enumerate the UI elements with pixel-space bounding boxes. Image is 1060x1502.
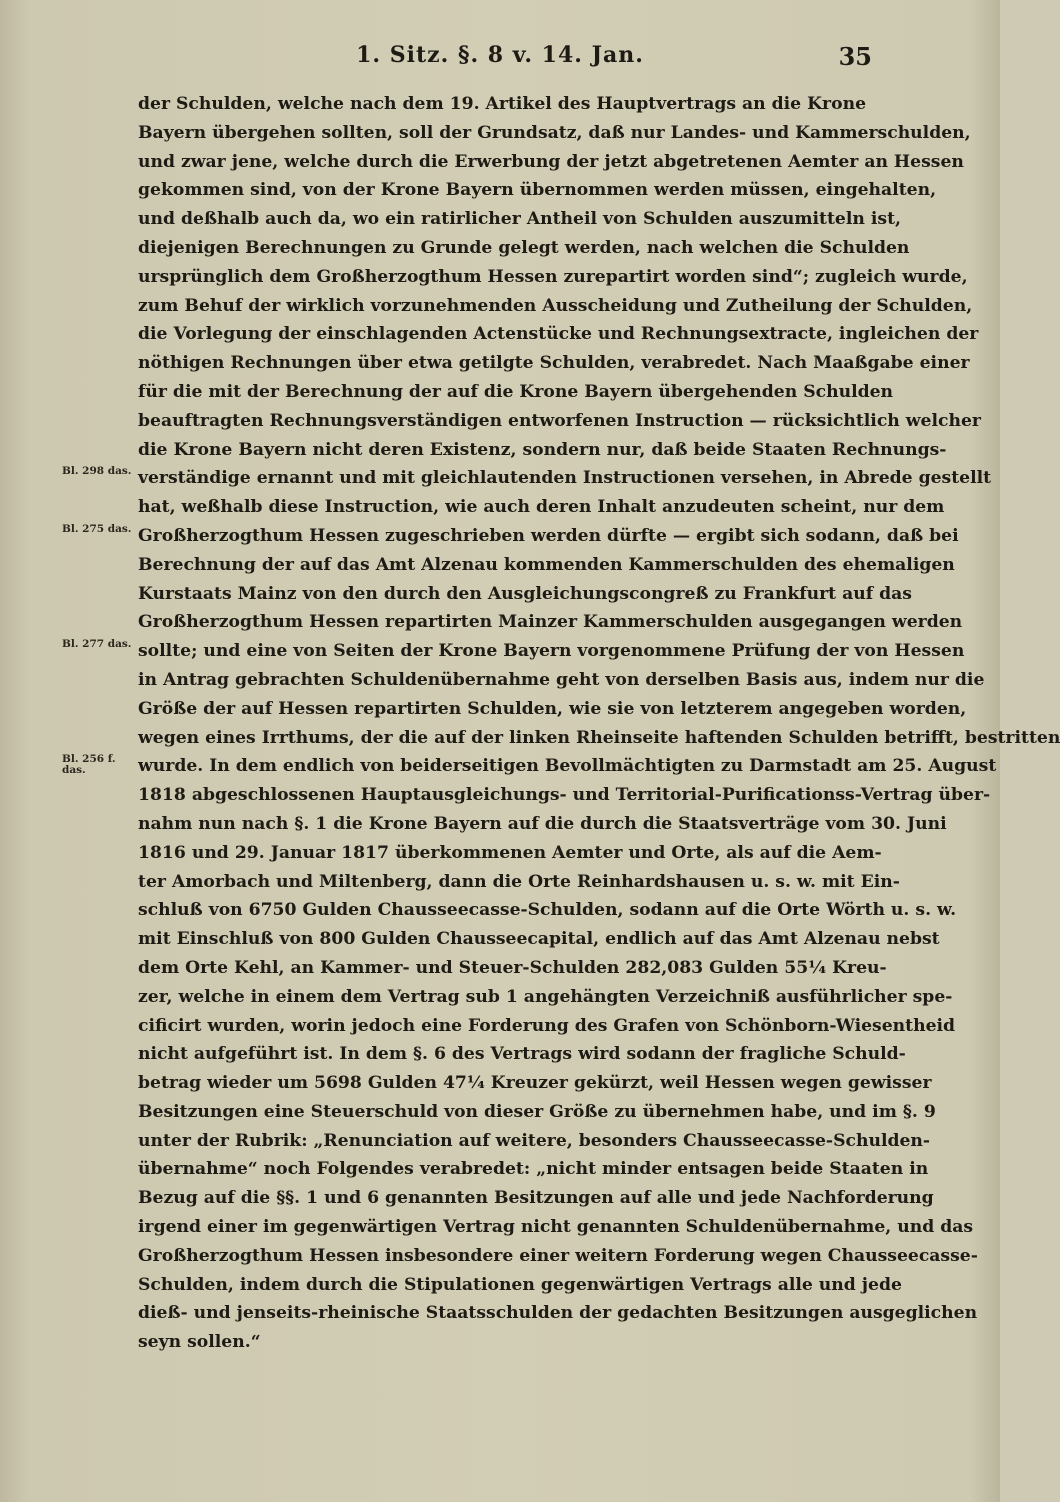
text-line: dieß- und jenseits-rheinische Staatsschulden der gedachten Besitzungen ausgeglichen — [138, 1303, 978, 1324]
text-line: Bayern übergehen sollten, soll der Grundsatz, daß nur Landes- und Kammerschulden, — [138, 122, 971, 143]
text-line: Besitzungen eine Steuerschuld von dieser Größe zu übernehmen habe, und im §. 9 — [138, 1101, 936, 1122]
text-line: seyn sollen.“ — [138, 1332, 261, 1353]
margin-note: Bl. 277 das. — [62, 638, 132, 651]
text-line: Größe der auf Hessen repartirten Schulden, wie sie von letzterem angegeben worden, — [138, 698, 967, 719]
header-title: 1. Sitz. §. 8 v. 14. Jan. — [356, 42, 644, 68]
page-number: 35 — [838, 42, 872, 71]
text-line: gekommen sind, von der Krone Bayern übernommen werden müssen, eingehalten, — [138, 180, 937, 201]
margin-note: Bl. 256 f. das. — [62, 753, 116, 777]
text-line: der Schulden, welche nach dem 19. Artikel des Hauptvertrags an die Krone — [138, 94, 866, 114]
text-line: für die mit der Berechnung der auf die Krone Bayern übergehenden Schulden — [138, 381, 894, 402]
text-line: betrag wieder um 5698 Gulden 47¼ Kreuzer gekürzt, weil Hessen wegen gewisser — [138, 1073, 932, 1094]
text-line: verständige ernannt und mit gleichlautenden Instructionen versehen, in Abrede gestellt — [138, 468, 992, 489]
text-line: diejenigen Berechnungen zu Grunde gelegt werden, nach welchen die Schulden — [138, 237, 910, 258]
text-line: zum Behuf der wirklich vorzunehmenden Ausscheidung und Zutheilung der Schulden, — [138, 295, 973, 316]
text-line: und deßhalb auch da, wo ein ratirlicher Antheil von Schulden auszumitteln ist, — [138, 209, 902, 230]
text-line: ter Amorbach und Miltenberg, dann die Orte Reinhardshausen u. s. w. mit Ein- — [138, 871, 900, 892]
text-line: Großherzogthum Hessen repartirten Mainzer Kammerschulden ausgegangen werden — [138, 612, 963, 633]
text-line: cificirt wurden, worin jedoch eine Forderung des Grafen von Schönborn-Wiesentheid — [138, 1015, 956, 1036]
text-line: wegen eines Irrthums, der die auf der linken Rheinseite haftenden Schulden betrifft, bestritten — [138, 727, 1060, 748]
margin-note: Bl. 275 das. — [62, 523, 132, 535]
text-line: ursprünglich dem Großherzogthum Hessen zurepartirt worden sind“; zugleich wurde, — [138, 266, 968, 287]
margin-note: Bl. 298 das. — [62, 465, 132, 478]
text-line: 1816 und 29. Januar 1817 überkommenen Aemter und Orte, als auf die Aem- — [138, 842, 882, 863]
text-line: Kurstaats Mainz von den durch den Ausgleichungscongreß zu Frankfurt auf das — [138, 583, 912, 604]
text-line: Großherzogthum Hessen zugeschrieben werden dürfte — ergibt sich sodann, daß bei — [138, 525, 959, 546]
text-line: 1818 abgeschlossenen Hauptausgleichungs- und Territorial-Purificationss-Vertrag über- — [138, 785, 991, 806]
text-line: übernahme“ noch Folgendes verabredet: „nicht minder entsagen beide Staaten in — [138, 1159, 929, 1180]
text-line: unter der Rubrik: „Renunciation auf weitere, besonders Chausseecasse-Schulden- — [138, 1130, 931, 1151]
text-line: nicht aufgeführt ist. In dem §. 6 des Vertrags wird sodann der fragliche Schuld- — [138, 1044, 906, 1065]
text-line: irgend einer im gegenwärtigen Vertrag nicht genannten Schuldenübernahme, und das — [138, 1217, 974, 1238]
body-text — [138, 90, 1060, 1357]
text-line: und zwar jene, welche durch die Erwerbung der jetzt abgetretenen Aemter an Hessen — [138, 151, 964, 172]
text-line: Bezug auf die §§. 1 und 6 genannten Besitzungen auf alle und jede Nachforderung — [138, 1188, 934, 1209]
text-line: die Krone Bayern nicht deren Existenz, sondern nur, daß beide Staaten Rechnungs- — [138, 439, 947, 460]
running-header — [0, 42, 1000, 76]
text-line: Berechnung der auf das Amt Alzenau kommenden Kammerschulden des ehemaligen — [138, 554, 955, 575]
text-line: dem Orte Kehl, an Kammer- und Steuer-Schulden 282,083 Gulden 55¼ Kreu- — [138, 957, 887, 978]
text-line: hat, weßhalb diese Instruction, wie auch deren Inhalt anzudeuten scheint, nur dem — [138, 497, 945, 518]
text-line: zer, welche in einem dem Vertrag sub 1 angehängten Verzeichniß ausführlicher spe- — [138, 986, 953, 1007]
text-line: nahm nun nach §. 1 die Krone Bayern auf die durch die Staatsverträge vom 30. Juni — [138, 813, 947, 834]
text-line: wurde. In dem endlich von beiderseitigen Bevollmächtigten zu Darmstadt am 25. August — [138, 756, 997, 777]
text-line: beauftragten Rechnungsverständigen entworfenen Instruction — rücksichtlich welcher — [138, 410, 981, 431]
text-line: Schulden, indem durch die Stipulationen gegenwärtigen Vertrags alle und jede — [138, 1274, 902, 1295]
text-line: schluß von 6750 Gulden Chausseecasse-Schulden, sodann auf die Orte Wörth u. s. w. — [138, 900, 957, 921]
text-line: mit Einschluß von 800 Gulden Chausseecapital, endlich auf das Amt Alzenau nebst — [138, 929, 940, 950]
text-line: nöthigen Rechnungen über etwa getilgte Schulden, verabredet. Nach Maaßgabe einer — [138, 353, 970, 374]
text-line: in Antrag gebrachten Schuldenübernahme geht von derselben Basis aus, indem nur die — [138, 669, 985, 690]
text-line: Großherzogthum Hessen insbesondere einer weitern Forderung wegen Chausseecasse- — [138, 1245, 978, 1266]
text-line: sollte; und eine von Seiten der Krone Bayern vorgenommene Prüfung der von Hessen — [138, 641, 965, 662]
text-line: die Vorlegung der einschlagenden Actenstücke und Rechnungsextracte, ingleichen der — [138, 324, 979, 345]
